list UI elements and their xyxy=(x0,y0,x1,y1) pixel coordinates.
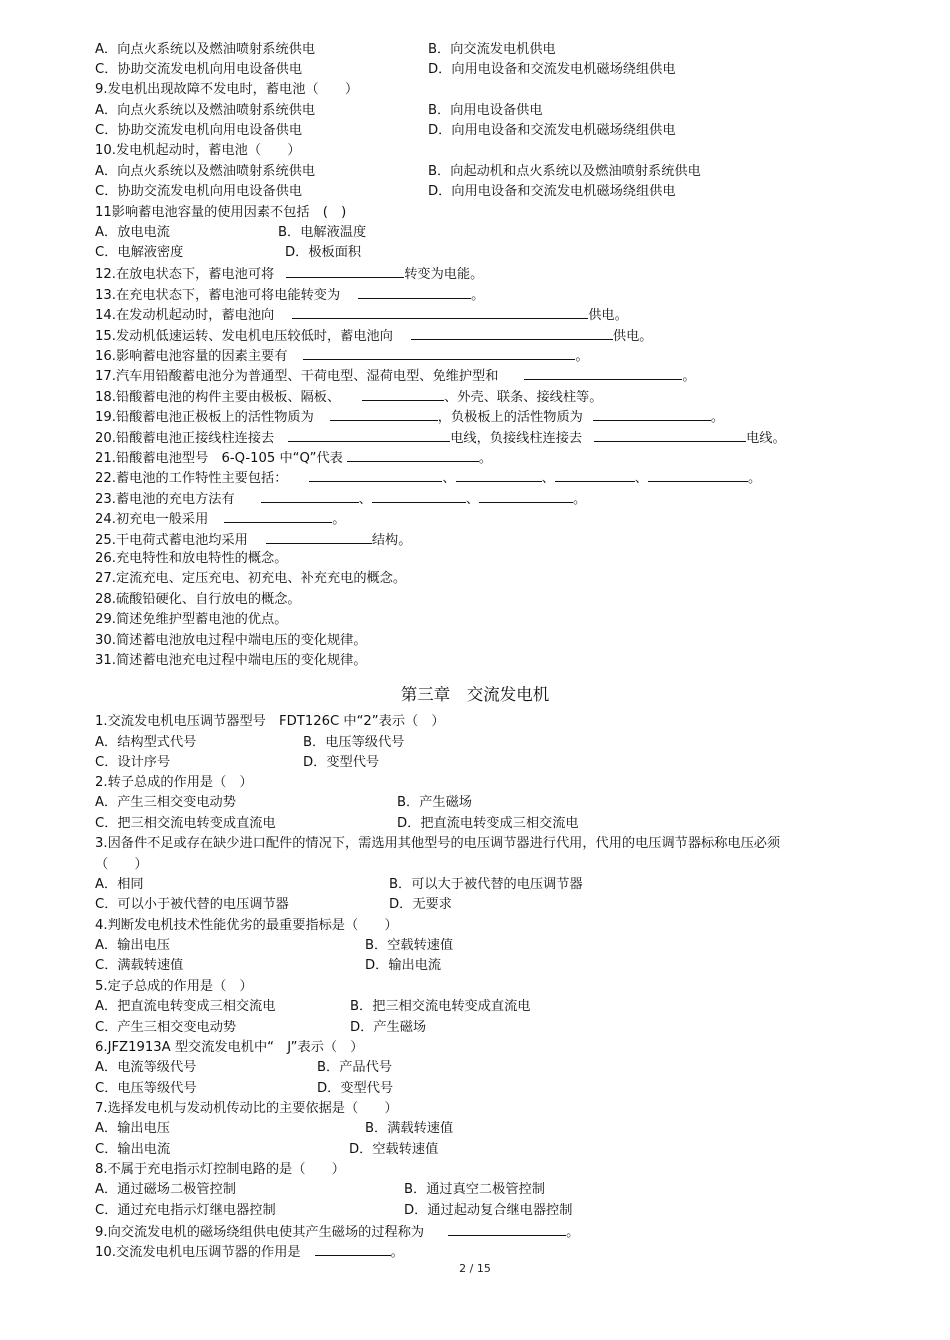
answer-blank xyxy=(261,489,359,503)
question-line: 6.JFZ1913A 型交流发电机中“ J”表示（ ） xyxy=(95,1040,364,1055)
short-question: 26.充电特性和放电特性的概念。 xyxy=(95,551,288,566)
option-line: A．向点火系统以及燃油喷射系统供电 B．向起动机和点火系统以及燃油喷射系统供电 xyxy=(95,164,701,179)
option-line: A．结构型式代号 B．电压等级代号 xyxy=(95,735,405,750)
answer-blank xyxy=(648,468,748,482)
option-line: C．协助交流发电机向用电设备供电 D．向用电设备和交流发电机磁场绕组供电 xyxy=(95,184,676,199)
question-line: 4.判断发电机技术性能优劣的最重要指标是（ ） xyxy=(95,918,398,933)
fill-question-25: 25.干电荷式蓄电池均采用 结构。 xyxy=(95,530,411,549)
answer-blank xyxy=(524,366,682,380)
answer-blank xyxy=(330,407,438,421)
fill-question-17: 17.汽车用铅酸蓄电池分为普通型、干荷电型、湿荷电型、免维护型和 。 xyxy=(95,366,696,385)
answer-blank xyxy=(266,530,372,544)
option-line: A．把直流电转变成三相交流电 B．把三相交流电转变成直流电 xyxy=(95,999,531,1014)
option-line: A．产生三相交变电动势 B．产生磁场 xyxy=(95,795,472,810)
question-line: 3.因备件不足或存在缺少进口配件的情况下，需选用其他型号的电压调节器进行代用，代用的电压调节器标称电压必须 xyxy=(95,836,781,851)
page-number: 2 / 15 xyxy=(459,1262,491,1275)
option-line: C．通过充电指示灯继电器控制 D．通过起动复合继电器控制 xyxy=(95,1203,573,1218)
fill-question-b9: 9.向交流发电机的磁场绕组供电使其产生磁场的过程称为 。 xyxy=(95,1222,579,1241)
question-line: 11影响蓄电池容量的使用因素不包括 ( ) xyxy=(95,205,347,220)
answer-blank xyxy=(594,428,746,442)
fill-question-21: 21.铅酸蓄电池型号 6-Q-105 中“Q”代表 。 xyxy=(95,448,492,467)
answer-blank xyxy=(479,489,573,503)
fill-question-20: 20.铅酸蓄电池正接线柱连接去 电线，负接线柱连接去 电线。 xyxy=(95,428,786,447)
short-question: 28.硫酸铅硬化、自行放电的概念。 xyxy=(95,592,301,607)
answer-blank xyxy=(358,285,471,299)
fill-question-22: 22.蓄电池的工作特性主要包括： 、 、 、 。 xyxy=(95,468,761,487)
question-line: （ ） xyxy=(95,857,148,872)
fill-question-16: 16.影响蓄电池容量的因素主要有 。 xyxy=(95,346,589,365)
fill-question-12: 12.在放电状态下，蓄电池可将 转变为电能。 xyxy=(95,264,483,283)
option-line: A．通过磁场二极管控制 B．通过真空二极管控制 xyxy=(95,1182,545,1197)
fill-question-13: 13.在充电状态下，蓄电池可将电能转变为 。 xyxy=(95,285,484,304)
answer-blank xyxy=(372,489,466,503)
option-line: C．产生三相交变电动势 D．产生磁场 xyxy=(95,1020,427,1035)
question-line: 9.发电机出现故障不发电时，蓄电池（ ） xyxy=(95,82,359,97)
fill-question-24: 24.初充电一般采用 。 xyxy=(95,509,345,528)
answer-blank xyxy=(347,448,479,462)
answer-blank xyxy=(292,305,588,319)
answer-blank xyxy=(448,1222,566,1236)
option-line: A．输出电压 B．满载转速值 xyxy=(95,1121,454,1136)
answer-blank xyxy=(309,468,442,482)
short-question: 30.简述蓄电池放电过程中端电压的变化规律。 xyxy=(95,633,367,648)
question-line: 8.不属于充电指示灯控制电路的是（ ） xyxy=(95,1162,345,1177)
option-line: C．设计序号 D．变型代号 xyxy=(95,755,380,770)
answer-blank xyxy=(288,428,450,442)
fill-question-23: 23.蓄电池的充电方法有 、 、 。 xyxy=(95,489,586,508)
fill-question-15: 15.发动机低速运转、发电机电压较低时，蓄电池向 供电。 xyxy=(95,326,652,345)
question-line: 7.选择发电机与发动机传动比的主要依据是（ ） xyxy=(95,1101,398,1116)
answer-blank xyxy=(315,1242,391,1256)
fill-question-14: 14.在发动机起动时，蓄电池向 供电。 xyxy=(95,305,628,324)
answer-blank xyxy=(593,407,711,421)
option-line: C．协助交流发电机向用电设备供电 D．向用电设备和交流发电机磁场绕组供电 xyxy=(95,62,676,77)
fill-question-18: 18.铅酸蓄电池的构件主要由极板、隔板、 、外壳、联条、接线柱等。 xyxy=(95,387,602,406)
question-line: 1.交流发电机电压调节器型号 FDT126C 中“2”表示（ ） xyxy=(95,714,445,729)
option-line: A．相同 B．可以大于被代替的电压调节器 xyxy=(95,877,583,892)
option-line: A．输出电压 B．空载转速值 xyxy=(95,938,454,953)
option-line: A．向点火系统以及燃油喷射系统供电 B．向交流发电机供电 xyxy=(95,42,556,57)
option-line: A．向点火系统以及燃油喷射系统供电 B．向用电设备供电 xyxy=(95,103,543,118)
option-line: C．满载转速值 D．输出电流 xyxy=(95,958,442,973)
fill-question-b10: 10.交流发电机电压调节器的作用是 。 xyxy=(95,1242,404,1261)
option-line: C．把三相交流电转变成直流电 D．把直流电转变成三相交流电 xyxy=(95,816,579,831)
answer-blank xyxy=(286,264,404,278)
question-line: 2.转子总成的作用是（ ） xyxy=(95,775,253,790)
answer-blank xyxy=(224,509,332,523)
option-line: C．协助交流发电机向用电设备供电 D．向用电设备和交流发电机磁场绕组供电 xyxy=(95,123,676,138)
option-line: C．电压等级代号 D．变型代号 xyxy=(95,1081,394,1096)
answer-blank xyxy=(456,468,542,482)
fill-question-19: 19.铅酸蓄电池正极板上的活性物质为 ，负极板上的活性物质为 。 xyxy=(95,407,724,426)
option-line: C．输出电流 D．空载转速值 xyxy=(95,1142,439,1157)
answer-blank xyxy=(411,326,613,340)
option-line: C．电解液密度 D．极板面积 xyxy=(95,245,362,260)
short-question: 29.简述免维护型蓄电池的优点。 xyxy=(95,612,288,627)
answer-blank xyxy=(303,346,575,360)
short-question: 27.定流充电、定压充电、初充电、补充充电的概念。 xyxy=(95,571,407,586)
option-line: A．电流等级代号 B．产品代号 xyxy=(95,1060,392,1075)
option-line: C．可以小于被代替的电压调节器 D．无要求 xyxy=(95,897,452,912)
question-line: 5.定子总成的作用是（ ） xyxy=(95,979,253,994)
answer-blank xyxy=(362,387,444,401)
short-question: 31.简述蓄电池充电过程中端电压的变化规律。 xyxy=(95,653,367,668)
option-line: A．放电电流 B．电解液温度 xyxy=(95,225,367,240)
question-line: 10.发电机起动时，蓄电池（ ） xyxy=(95,143,301,158)
chapter-title: 第三章 交流发电机 xyxy=(400,685,550,704)
answer-blank xyxy=(555,468,635,482)
